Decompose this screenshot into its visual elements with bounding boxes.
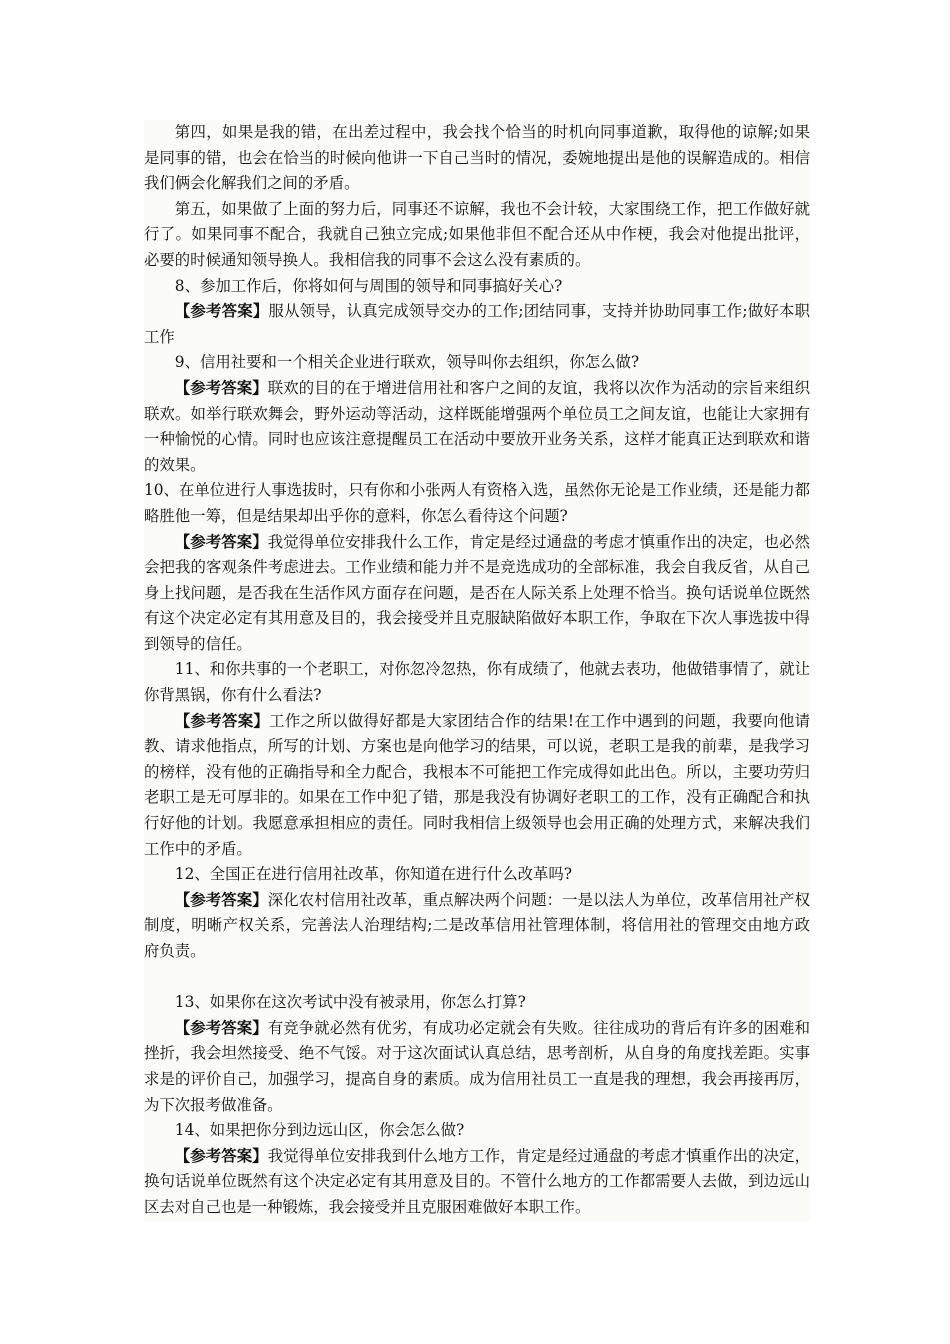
paragraph-text: 有竞争就必然有优劣，有成功必定就会有失败。往往成功的背后有许多的困难和挫折，我会坦然接受、绝不气馁。对于这次面试认真总结，思考剖析，从自身的角度找差距。实事求是的评价自己，加强学习，提高自身的素质。成为信用社员工一直是我的理想，我会再接再厉，为下次报考做准备。 [144, 1018, 810, 1114]
answer-label: 【参考答案】 [174, 1018, 268, 1037]
text-paragraph [144, 350, 810, 376]
paragraph-text: 14、如果把你分到边远山区，你会怎么做? [174, 1121, 465, 1140]
answer-label: 【参考答案】 [174, 890, 268, 909]
answer-paragraph [144, 1144, 810, 1221]
text-paragraph [144, 120, 810, 197]
paragraph-text: 8、参加工作后，你将如何与周围的领导和同事搞好关心? [174, 276, 563, 295]
paragraph-text: 第五，如果做了上面的努力后，同事还不谅解，我也不会计较，大家围绕工作，把工作做好就行了。如果同事不配合，我就自己独立完成;如果他非但不配合还从中作梗，我会对他提出批评，必要的时候通知领导换人。我相信我的同事不会这么没有素质的。 [144, 199, 810, 269]
answer-paragraph [144, 709, 810, 863]
paragraph-text: 联欢的目的在于增进信用社和客户之间的友谊，我将以次作为活动的宗旨来组织联欢。如举行联欢舞会，野外运动等活动，这样既能增强两个单位员工之间友谊，也能让大家拥有一种愉悦的心情。同时也应该注意提醒员工在活动中要放开业务关系，这样才能真正达到联欢和谐的效果。 [144, 378, 810, 474]
paragraph-text: 12、全国正在进行信用社改革，你知道在进行什么改革吗? [174, 865, 573, 884]
paragraph-text: 服从领导，认真完成领导交办的工作;团结同事，支持并协助同事工作;做好本职工作 [144, 302, 810, 346]
paragraph-text: 我觉得单位安排我到什么地方工作，肯定是经过通盘的考虑才慎重作出的决定，换句话说单位既然有这个决定必定有其用意及目的。不管什么地方的工作都需要人去做，到边远山区去对自己也是一种锻炼，我会接受并且克服困难做好本职工作。 [144, 1146, 810, 1216]
text-paragraph [144, 274, 810, 300]
text-paragraph [144, 1118, 810, 1144]
answer-label: 【参考答案】 [174, 532, 268, 551]
answer-label: 【参考答案】 [174, 302, 269, 321]
answer-paragraph [144, 1016, 810, 1118]
answer-paragraph [144, 530, 810, 658]
text-paragraph [144, 197, 810, 274]
paragraph-text: 工作之所以做得好都是大家团结合作的结果!在工作中遇到的问题，我要向他请教、请求他指点，所写的计划、方案也是向他学习的结果，可以说，老职工是我的前辈，是我学习的榜样，没有他的正确指导和全力配合，我根本不可能把工作完成得如此出色。所以，主要功劳归老职工是无可厚非的。如果在工作中犯了错，那是我没有协调好老职工的工作，没有正确配合和执行好他的计划。我愿意承担相应的责任。同时我相信上级领导也会用正确的处理方式，来解决我们工作中的矛盾。 [144, 711, 810, 858]
text-paragraph [144, 478, 810, 529]
answer-label: 【参考答案】 [174, 378, 268, 397]
answer-label: 【参考答案】 [174, 1146, 268, 1165]
text-paragraph [144, 657, 810, 708]
answer-paragraph [144, 299, 810, 350]
paragraph-text: 我觉得单位安排我什么工作，肯定是经过通盘的考虑才慎重作出的决定，也必然会把我的客观条件考虑进去。工作业绩和能力并不是竞选成功的全部标准，我会自我反省，从自己身上找问题，是否我在生活作风方面存在问题，是否在人际关系上处理不恰当。换句话说单位既然有这个决定必定有其用意及目的，我会接受并且克服缺陷做好本职工作，争取在下次人事选拔中得到领导的信任。 [144, 532, 810, 653]
paragraph-text: 11、和你共事的一个老职工，对你忽冷忽热，你有成绩了，他就去表功，他做错事情了，就让你背黑锅，你有什么看法? [144, 660, 811, 705]
paragraph-text: 第四，如果是我的错，在出差过程中，我会找个恰当的时机向同事道歉，取得他的谅解;如果是同事的错，也会在恰当的时候向他讲一下自己当时的情况，委婉地提出是他的误解造成的。相信我们俩会化解我们之间的矛盾。 [144, 123, 810, 193]
paragraph-text: 9、信用社要和一个相关企业进行联欢，领导叫你去组织，你怎么做? [174, 353, 640, 372]
answer-paragraph [144, 888, 810, 965]
text-paragraph [144, 862, 810, 888]
document-body [144, 120, 810, 1221]
paragraph-spacer [144, 965, 810, 991]
paragraph-text: 13、如果你在这次考试中没有被录用，你怎么打算? [174, 993, 526, 1012]
text-paragraph [144, 990, 810, 1016]
paragraph-text: 10、在单位进行人事选拔时，只有你和小张两人有资格入选，虽然你无论是工作业绩，还是能力都略胜他一筹，但是结果却出乎你的意料，你怎么看待这个问题? [144, 481, 810, 525]
answer-label: 【参考答案】 [174, 711, 270, 730]
paragraph-text: 深化农村信用社改革，重点解决两个问题：一是以法人为单位，改革信用社产权制度，明晰产权关系，完善法人治理结构;二是改革信用社管理体制，将信用社的管理交由地方政府负责。 [144, 890, 810, 960]
answer-paragraph [144, 376, 810, 478]
